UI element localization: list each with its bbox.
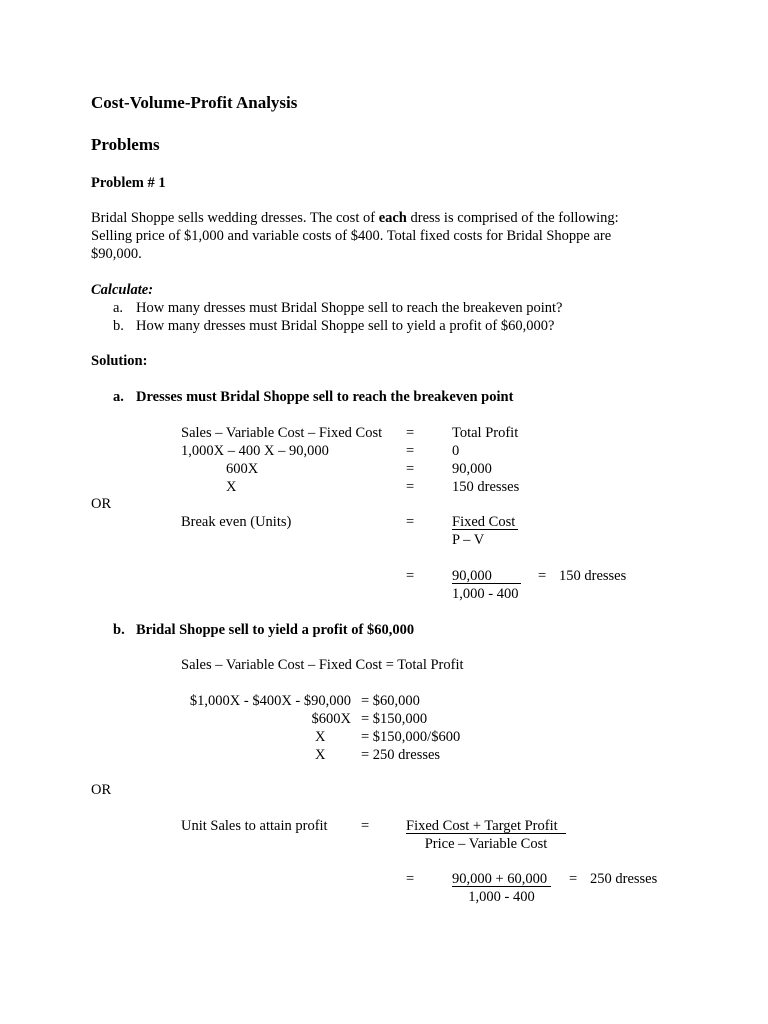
- intro-text: Bridal Shoppe sells wedding dresses. The cost of: [91, 210, 379, 226]
- equation-right: = $150,000/$600: [361, 729, 461, 745]
- equation-left: Sales – Variable Cost – Fixed Cost: [181, 425, 383, 441]
- unit-sales-label: Unit Sales to attain profit: [181, 818, 328, 834]
- equation-left: $1,000X - $400X - $90,000: [189, 693, 351, 709]
- intro-emphasis: each: [378, 210, 407, 226]
- or-label: OR: [91, 496, 112, 512]
- formula-denominator: P – V: [452, 532, 485, 548]
- part-a-marker: a.: [113, 389, 124, 405]
- equation-right: = $150,000: [361, 711, 428, 727]
- intro-text: dress is comprised of the following:: [406, 210, 619, 226]
- equals-sign: =: [406, 461, 415, 477]
- calc-numerator: 90,000 + 60,000: [452, 871, 548, 887]
- equals-sign: =: [406, 514, 415, 530]
- equation-left: 1,000X – 400 X – 90,000: [181, 443, 329, 459]
- equals-sign: =: [406, 871, 415, 887]
- fraction-bar: [452, 529, 518, 530]
- equation-right: 90,000: [452, 461, 492, 477]
- solution-label: Solution:: [91, 353, 148, 369]
- formula-numerator: Fixed Cost: [452, 514, 516, 530]
- equals-sign: =: [406, 443, 415, 459]
- calculate-item-marker: b.: [113, 318, 124, 334]
- formula-numerator: Fixed Cost + Target Profit: [406, 818, 558, 834]
- equation-right: = $60,000: [361, 693, 420, 709]
- result-value: 250 dresses: [590, 871, 658, 887]
- equation-left: X: [226, 479, 237, 495]
- problem-heading: Problem # 1: [91, 175, 166, 191]
- fraction-bar: [452, 886, 551, 887]
- equation-right: = 250 dresses: [361, 747, 441, 763]
- section-title: Problems: [91, 135, 160, 154]
- equals-sign: =: [406, 479, 415, 495]
- fraction-bar: [406, 833, 566, 834]
- equation-left: X: [315, 747, 326, 763]
- calculate-item-text: How many dresses must Bridal Shoppe sell to yield a profit of $60,000?: [136, 318, 555, 334]
- calc-numerator: 90,000: [452, 568, 492, 584]
- part-b-heading: Bridal Shoppe sell to yield a profit of $60,000: [136, 622, 415, 638]
- calc-denominator: 1,000 - 400: [468, 889, 535, 905]
- intro-line-2: Selling price of $1,000 and variable costs of $400. Total fixed costs for Bridal Shoppe are: [91, 228, 612, 244]
- equation-left: X: [315, 729, 326, 745]
- equation-right: 0: [452, 443, 460, 459]
- equals-sign: =: [406, 568, 415, 584]
- equation-left: $600X: [311, 711, 351, 727]
- fraction-bar: [452, 583, 521, 584]
- break-even-label: Break even (Units): [181, 514, 292, 530]
- equals-sign: =: [406, 425, 415, 441]
- equation-right: Total Profit: [452, 425, 519, 441]
- calculate-item-text: How many dresses must Bridal Shoppe sell to reach the breakeven point?: [136, 300, 563, 316]
- calculate-label: Calculate:: [91, 282, 154, 298]
- result-value: 150 dresses: [559, 568, 627, 584]
- intro-line-3: $90,000.: [91, 246, 142, 262]
- calculate-item-marker: a.: [113, 300, 124, 316]
- part-b-marker: b.: [113, 622, 125, 638]
- equation-right: 150 dresses: [452, 479, 520, 495]
- equals-sign: =: [361, 818, 370, 834]
- equation-line: Sales – Variable Cost – Fixed Cost = Total Profit: [181, 657, 464, 673]
- equals-sign: =: [538, 568, 547, 584]
- or-label: OR: [91, 782, 112, 798]
- formula-denominator: Price – Variable Cost: [424, 836, 548, 852]
- equals-sign: =: [569, 871, 578, 887]
- equation-left: 600X: [226, 461, 259, 477]
- calc-denominator: 1,000 - 400: [452, 586, 519, 602]
- intro-line-1: [91, 209, 619, 227]
- part-a-heading: Dresses must Bridal Shoppe sell to reach the breakeven point: [136, 389, 514, 405]
- page-title: Cost-Volume-Profit Analysis: [91, 93, 298, 112]
